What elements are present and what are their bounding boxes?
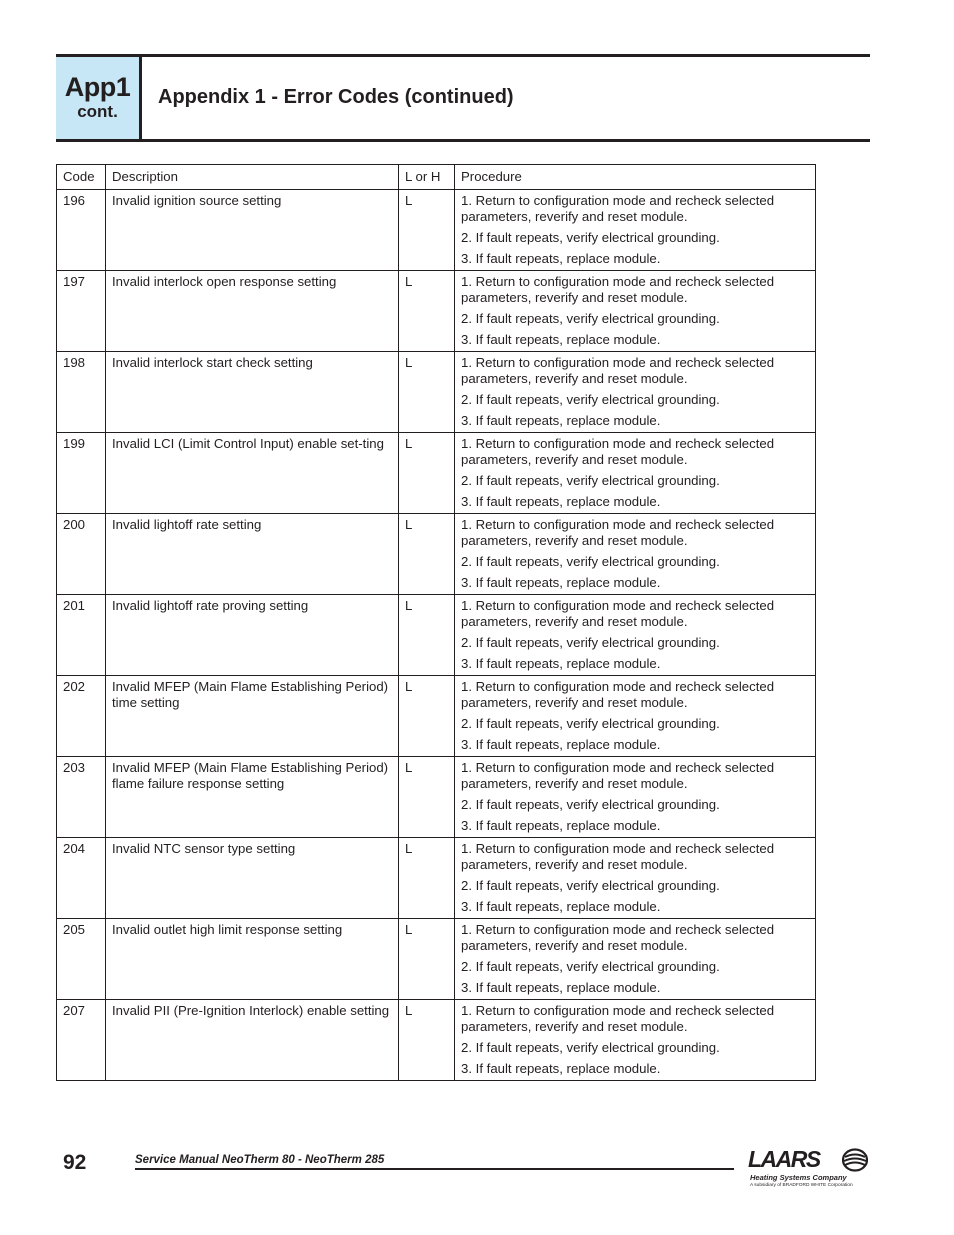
page-number: 92 <box>63 1151 87 1174</box>
error-codes-table <box>56 164 816 1081</box>
column-header-level: L or H <box>399 165 455 190</box>
procedure-step: 2. If fault repeats, verify electrical grounding. <box>461 229 720 245</box>
procedure-step: 3. If fault repeats, replace module. <box>461 1060 661 1076</box>
cell-description: Invalid lightoff rate setting <box>106 514 399 595</box>
procedure-step: 1. Return to configuration mode and recheck selected parameters, reverify and reset module. <box>461 598 775 629</box>
procedure-step: 1. Return to configuration mode and recheck selected parameters, reverify and reset module. <box>461 922 775 953</box>
page-title: Appendix 1 - Error Codes (continued) <box>158 86 514 108</box>
cell-procedure <box>455 352 816 433</box>
table-row <box>57 838 816 919</box>
procedure-step: 1. Return to configuration mode and recheck selected parameters, reverify and reset module. <box>461 193 775 224</box>
procedure-step: 1. Return to configuration mode and recheck selected parameters, reverify and reset module. <box>461 274 775 305</box>
cell-description: Invalid ignition source setting <box>106 190 399 271</box>
cell-description: Invalid MFEP (Main Flame Establishing Period) time setting <box>106 676 399 757</box>
cell-level: L <box>399 1000 455 1081</box>
cell-level: L <box>399 595 455 676</box>
table-row <box>57 676 816 757</box>
cell-description: Invalid interlock open response setting <box>106 271 399 352</box>
procedure-step: 2. If fault repeats, verify electrical grounding. <box>461 310 720 326</box>
procedure-step: 3. If fault repeats, replace module. <box>461 250 661 266</box>
procedure-step: 2. If fault repeats, verify electrical grounding. <box>461 958 720 974</box>
header-bottom-rule <box>56 139 870 142</box>
table-row <box>57 514 816 595</box>
table-header-row <box>57 165 816 190</box>
procedure-step: 3. If fault repeats, replace module. <box>461 736 661 752</box>
procedure-step: 2. If fault repeats, verify electrical grounding. <box>461 715 720 731</box>
cell-procedure <box>455 190 816 271</box>
section-tab-label: App1 <box>64 72 131 102</box>
manual-title: Service Manual NeoTherm 80 - NeoTherm 285 <box>135 1154 385 1166</box>
table-row <box>57 190 816 271</box>
procedure-step: 3. If fault repeats, replace module. <box>461 574 661 590</box>
table-row <box>57 271 816 352</box>
section-tab <box>56 57 139 139</box>
cell-procedure <box>455 1000 816 1081</box>
cell-level: L <box>399 352 455 433</box>
section-tab-sublabel: cont. <box>77 102 118 121</box>
cell-description: Invalid MFEP (Main Flame Establishing Period) flame failure response setting <box>106 757 399 838</box>
column-header-code: Code <box>57 165 106 190</box>
cell-procedure <box>455 271 816 352</box>
cell-procedure <box>455 919 816 1000</box>
swirl-icon <box>842 1148 868 1172</box>
cell-procedure <box>455 676 816 757</box>
cell-description: Invalid lightoff rate proving setting <box>106 595 399 676</box>
section-tab-divider <box>139 57 142 139</box>
procedure-step: 3. If fault repeats, replace module. <box>461 979 661 995</box>
table-row <box>57 757 816 838</box>
procedure-step: 2. If fault repeats, verify electrical grounding. <box>461 553 720 569</box>
cell-level: L <box>399 433 455 514</box>
procedure-step: 1. Return to configuration mode and recheck selected parameters, reverify and reset module. <box>461 679 775 710</box>
cell-code: 207 <box>57 1000 106 1081</box>
cell-procedure <box>455 757 816 838</box>
procedure-step: 1. Return to configuration mode and recheck selected parameters, reverify and reset module. <box>461 436 775 467</box>
procedure-step: 3. If fault repeats, replace module. <box>461 655 661 671</box>
cell-code: 203 <box>57 757 106 838</box>
table-row <box>57 433 816 514</box>
logo-tagline: Heating Systems Company <box>750 1173 847 1182</box>
procedure-step: 2. If fault repeats, verify electrical grounding. <box>461 634 720 650</box>
table-row <box>57 595 816 676</box>
procedure-step: 2. If fault repeats, verify electrical grounding. <box>461 391 720 407</box>
cell-description: Invalid PII (Pre-Ignition Interlock) enable setting <box>106 1000 399 1081</box>
cell-description: Invalid outlet high limit response setting <box>106 919 399 1000</box>
procedure-step: 1. Return to configuration mode and recheck selected parameters, reverify and reset module. <box>461 841 775 872</box>
cell-procedure <box>455 433 816 514</box>
table-row <box>57 919 816 1000</box>
procedure-step: 3. If fault repeats, replace module. <box>461 817 661 833</box>
cell-level: L <box>399 838 455 919</box>
procedure-step: 3. If fault repeats, replace module. <box>461 898 661 914</box>
cell-description: Invalid NTC sensor type setting <box>106 838 399 919</box>
procedure-step: 3. If fault repeats, replace module. <box>461 412 661 428</box>
cell-code: 199 <box>57 433 106 514</box>
cell-code: 196 <box>57 190 106 271</box>
procedure-step: 1. Return to configuration mode and recheck selected parameters, reverify and reset module. <box>461 760 775 791</box>
cell-level: L <box>399 190 455 271</box>
procedure-step: 2. If fault repeats, verify electrical grounding. <box>461 1039 720 1055</box>
procedure-step: 2. If fault repeats, verify electrical grounding. <box>461 796 720 812</box>
cell-level: L <box>399 514 455 595</box>
procedure-step: 1. Return to configuration mode and recheck selected parameters, reverify and reset module. <box>461 517 775 548</box>
procedure-step: 1. Return to configuration mode and recheck selected parameters, reverify and reset module. <box>461 1003 775 1034</box>
table-row <box>57 352 816 433</box>
cell-level: L <box>399 271 455 352</box>
cell-level: L <box>399 676 455 757</box>
cell-code: 197 <box>57 271 106 352</box>
column-header-procedure: Procedure <box>455 165 816 190</box>
laars-logo <box>748 1146 870 1192</box>
cell-code: 202 <box>57 676 106 757</box>
table-row <box>57 1000 816 1081</box>
cell-description: Invalid LCI (Limit Control Input) enable set-ting <box>106 433 399 514</box>
procedure-step: 3. If fault repeats, replace module. <box>461 493 661 509</box>
cell-procedure <box>455 595 816 676</box>
cell-code: 204 <box>57 838 106 919</box>
procedure-step: 2. If fault repeats, verify electrical grounding. <box>461 472 720 488</box>
cell-description: Invalid interlock start check setting <box>106 352 399 433</box>
cell-code: 201 <box>57 595 106 676</box>
procedure-step: 1. Return to configuration mode and recheck selected parameters, reverify and reset module. <box>461 355 775 386</box>
logo-wordmark: LAARS <box>748 1146 820 1172</box>
procedure-step: 2. If fault repeats, verify electrical grounding. <box>461 877 720 893</box>
cell-code: 200 <box>57 514 106 595</box>
cell-code: 198 <box>57 352 106 433</box>
cell-level: L <box>399 757 455 838</box>
cell-procedure <box>455 838 816 919</box>
cell-code: 205 <box>57 919 106 1000</box>
header-top-rule <box>56 54 870 57</box>
footer-rule <box>135 1168 734 1170</box>
cell-level: L <box>399 919 455 1000</box>
logo-subsidiary: A subsidiary of BRADFORD WHITE Corporation <box>750 1183 853 1188</box>
procedure-step: 3. If fault repeats, replace module. <box>461 331 661 347</box>
column-header-description: Description <box>106 165 399 190</box>
cell-procedure <box>455 514 816 595</box>
